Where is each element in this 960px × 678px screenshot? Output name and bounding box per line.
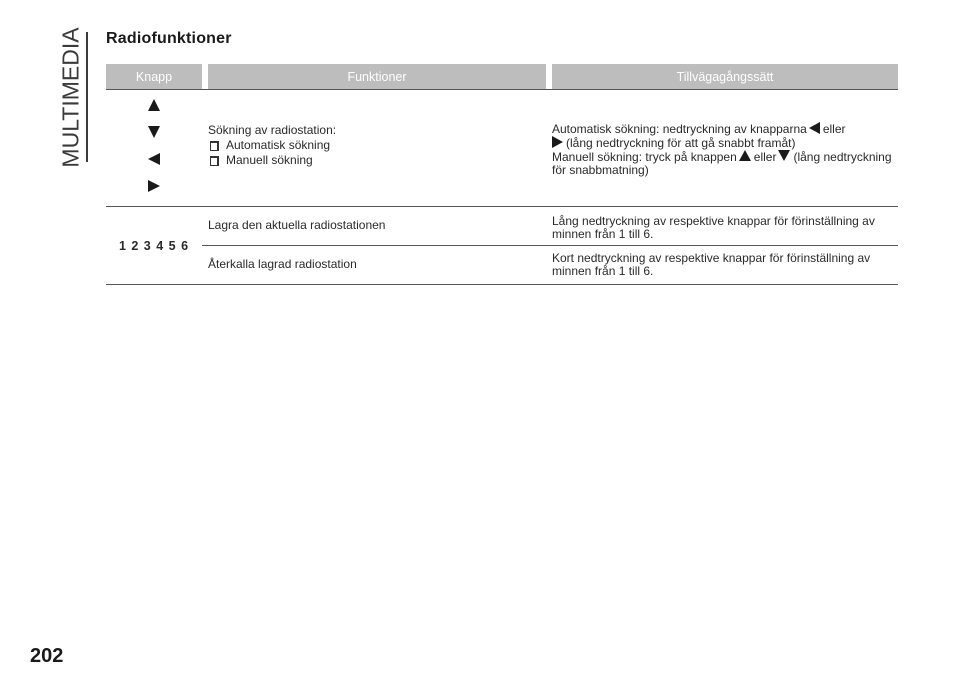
procedure-cell-store: Lång nedtryckning av respektive knappar för förinställning av minnen från 1 till 6. [552,214,875,241]
procedure-text: eller [822,122,846,136]
procedure-cell-search [546,90,898,206]
header-tillvagagangssatt: Tillvägagångssätt [552,64,898,89]
procedure-auto [552,122,898,150]
preset-keys-label: 1 2 3 4 5 6 [118,238,190,253]
page-title: Radiofunktioner [106,30,232,47]
radio-functions-table [106,64,898,285]
procedure-text: Automatisk sökning: nedtryckning av knapparna [552,122,807,136]
section-label-text: MULTIMEDIA [57,26,84,168]
arrow-up-icon [739,150,751,161]
procedure-text: Manuell sökning: tryck på knappen [552,150,737,164]
function-cell-search [202,90,546,206]
bullet-icon [210,141,219,151]
preset-rows [106,207,898,284]
procedure-text: (lång nedtryckning för att gå snabbt framåt) [566,136,796,150]
procedure-cell-recall: Kort nedtryckning av respektive knappar för förinställning av minnen från 1 till 6. [552,251,871,278]
procedure-text: (lång nedtryckning för snabbmatning) [552,150,892,177]
bullet-icon [210,156,219,166]
procedure-manual [552,150,898,177]
list-item-label: Automatisk sökning [226,138,331,152]
list-item [208,139,546,152]
table-row-search [106,90,898,206]
procedure-text: eller [753,150,777,164]
table-header [106,64,898,89]
arrow-down-icon [778,150,790,161]
header-funktioner: Funktioner [208,64,546,89]
table-row-store [202,207,898,245]
table-row-recall [202,246,898,284]
list-item-label: Manuell sökning [226,153,313,167]
arrow-left-icon [809,122,820,134]
table-bottom-rule [106,284,898,285]
function-cell-recall: Återkalla lagrad radiostation [208,257,357,271]
arrow-right-icon [148,180,160,192]
section-side-label [57,26,84,168]
arrow-down-icon [148,126,160,138]
page-number: 202 [30,645,64,667]
section-divider [86,32,88,162]
list-item [208,154,546,167]
arrow-right-icon [552,136,563,148]
arrow-keys-cell [106,90,202,206]
preset-keys-cell [106,207,202,284]
arrow-up-icon [148,99,160,111]
header-knapp: Knapp [106,64,202,89]
function-cell-store: Lagra den aktuella radiostationen [208,218,386,232]
function-heading: Sökning av radiostation: [208,123,337,137]
arrow-left-icon [148,153,160,165]
